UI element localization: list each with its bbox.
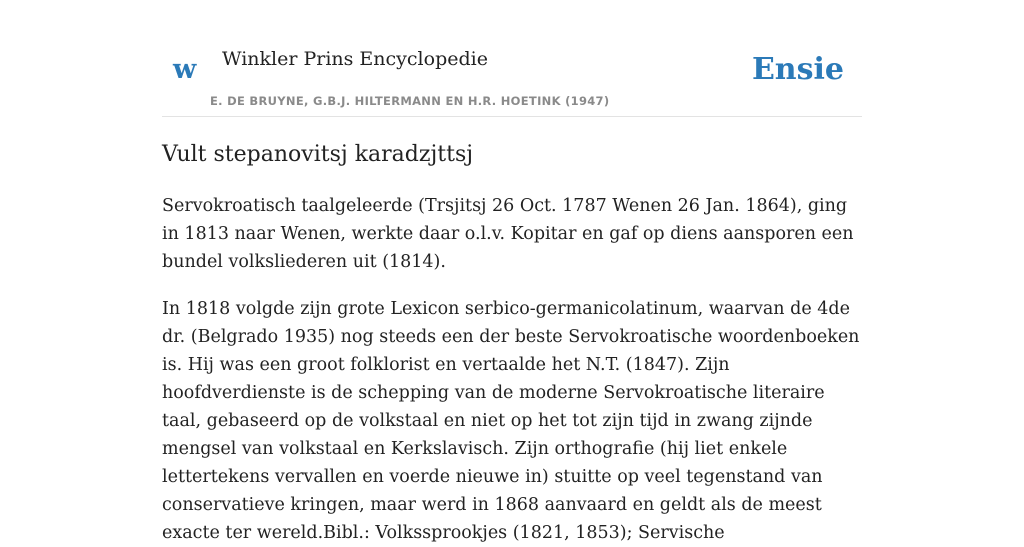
article-title: Vult stepanovitsj karadzjttsj: [162, 142, 474, 167]
authors-line: E. DE BRUYNE, G.B.J. HILTERMANN EN H.R. HOETINK (1947): [210, 94, 610, 108]
article: [162, 138, 867, 547]
wp-logo-icon[interactable]: w: [173, 54, 197, 85]
site-title[interactable]: Winkler Prins Encyclopedie: [222, 48, 488, 70]
article-paragraph: In 1818 volgde zijn grote Lexicon serbico-germanicolatinum, waarvan de 4de dr. (Belgrado 1935) nog steeds een der beste Servokroatische woordenboeken is. Hij was een groot folklorist en vertaalde het N.T. (1847). Zijn hoofdverdienste is de schepping van de moderne Servokroatische literaire taal, gebaseerd op de volkstaal en niet op het tot zijn tijd in zwang zijnde mengsel van volkstaal en Kerkslavisch. Zijn orthografie (hij liet enkele lettertekens vervallen en voerde nieuwe in) stuitte op veel tegenstand van conservatieve kringen, maar werd in 1868 aanvaard en geldt als de meest exacte ter wereld.Bibl.: Volkssprookjes (1821, 1853); Servische: [162, 299, 860, 543]
ensie-logo[interactable]: Ensie: [751, 52, 844, 87]
site-header: [162, 0, 862, 117]
article-paragraph: Servokroatisch taalgeleerde (Trsjitsj 26 Oct. 1787 Wenen 26 Jan. 1864), ging in 1813 naar Wenen, werkte daar o.l.v. Kopitar en gaf op diens aansporen een bundel volksliederen uit (1814).: [162, 196, 854, 272]
